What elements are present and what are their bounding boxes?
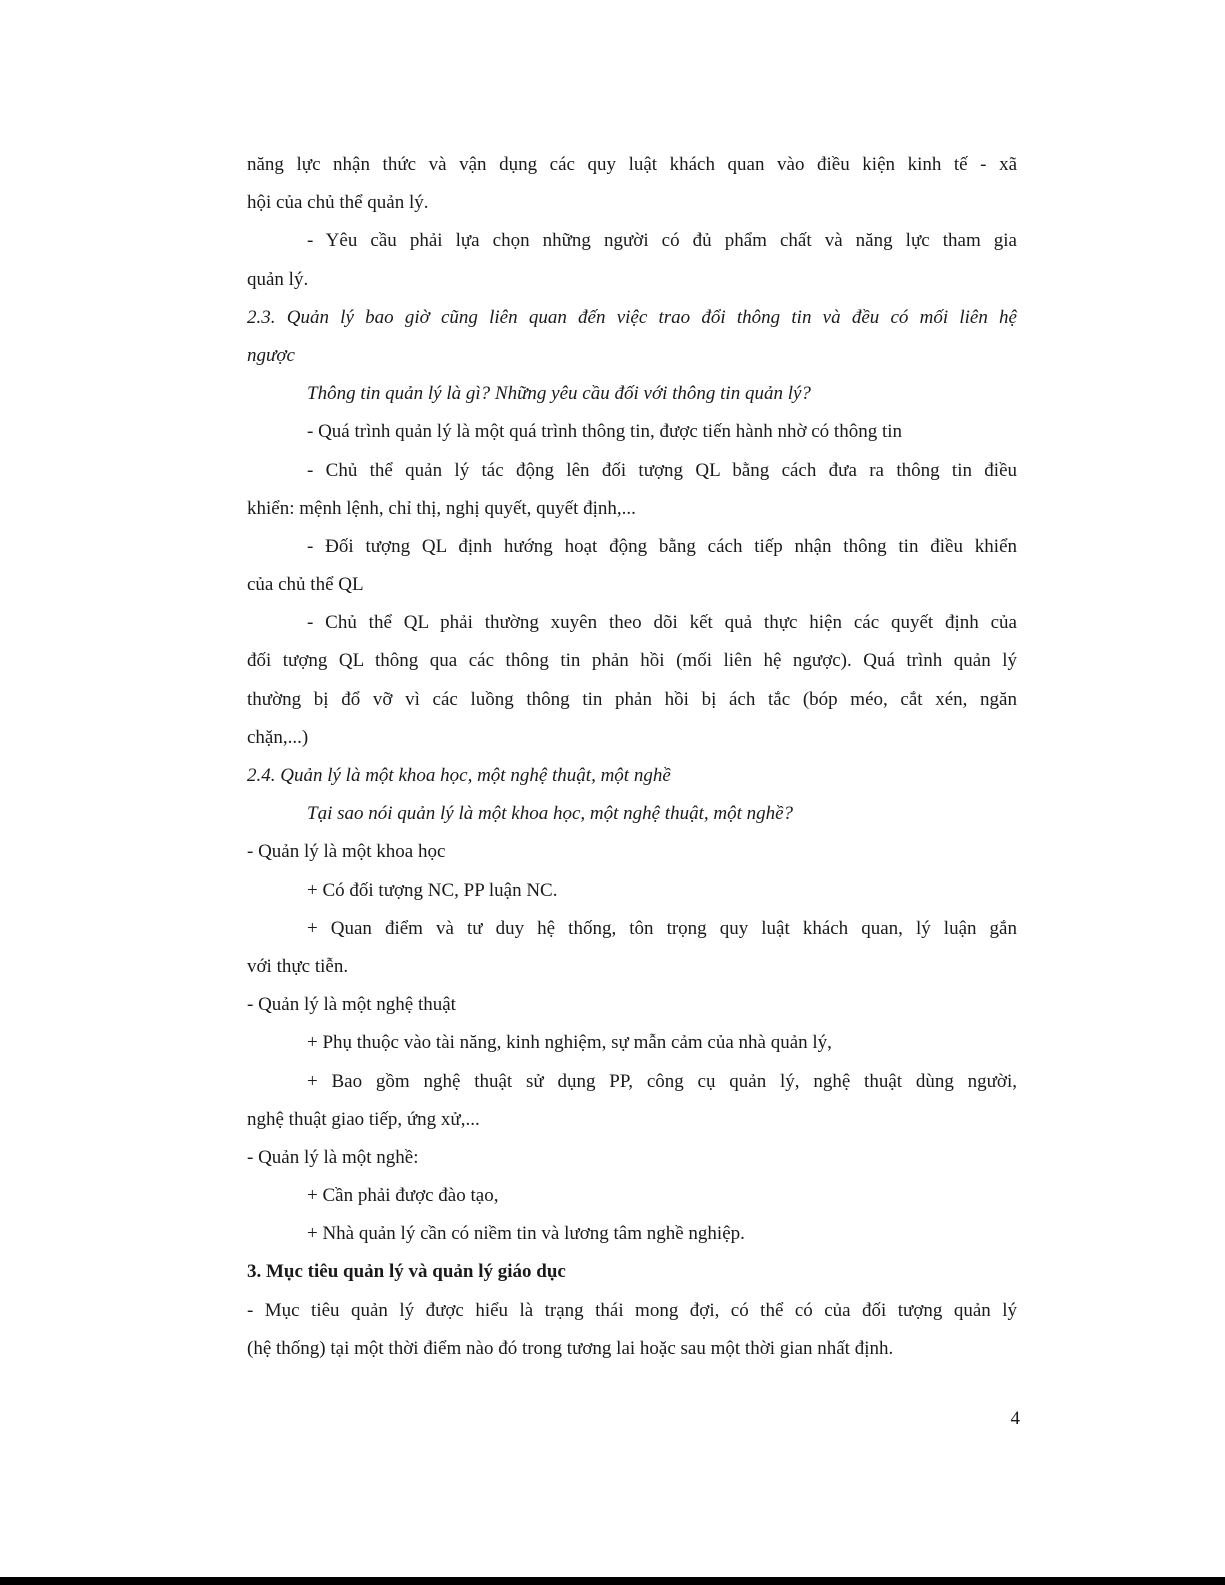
section-heading-3: 3. Mục tiêu quản lý và quản lý giáo dục (247, 1261, 566, 1283)
body-line: với thực tiễn. (247, 955, 349, 977)
question-line: Tại sao nói quản lý là một khoa học, một nghệ thuật, một nghề? (307, 803, 794, 825)
bullet-line: - Quản lý là một nghề: (247, 1146, 419, 1168)
body-line: - Mục tiêu quản lý được hiểu là trạng thái mong đợi, có thể có của đối tượng quản lý (247, 1299, 1017, 1321)
sub-bullet-line: + Cần phải được đào tạo, (307, 1185, 499, 1207)
body-line: của chủ thể QL (247, 574, 364, 596)
bullet-line: - Quản lý là một nghệ thuật (247, 994, 456, 1016)
bullet-line: - Chủ thể quản lý tác động lên đối tượng QL bằng cách đưa ra thông tin điều (307, 459, 1017, 481)
body-line: khiển: mệnh lệnh, chỉ thị, nghị quyết, quyết định,... (247, 497, 636, 519)
bullet-line: - Đối tượng QL định hướng hoạt động bằng cách tiếp nhận thông tin điều khiển (307, 535, 1017, 557)
sub-bullet-line: + Bao gồm nghệ thuật sử dụng PP, công cụ quản lý, nghệ thuật dùng người, (307, 1070, 1017, 1092)
section-heading-2-3: 2.3. Quản lý bao giờ cũng liên quan đến việc trao đổi thông tin và đều có mối liên hệ (247, 306, 1017, 328)
section-heading-2-4: 2.4. Quản lý là một khoa học, một nghệ thuật, một nghề (247, 765, 671, 786)
question-line: Thông tin quản lý là gì? Những yêu cầu đối với thông tin quản lý? (307, 383, 811, 405)
sub-bullet-line: + Phụ thuộc vào tài năng, kinh nghiệm, sự mẫn cảm của nhà quản lý, (307, 1032, 832, 1054)
body-line: đối tượng QL thông qua các thông tin phản hồi (mối liên hệ ngược). Quá trình quản lý (247, 650, 1017, 672)
bullet-line: - Chủ thể QL phải thường xuyên theo dõi kết quả thực hiện các quyết định của (307, 612, 1017, 634)
body-line: (hệ thống) tại một thời điểm nào đó trong tương lai hoặc sau một thời gian nhất định. (247, 1337, 894, 1359)
body-line: hội của chủ thể quản lý. (247, 192, 429, 214)
document-page (247, 146, 1017, 1368)
page-number: 4 (1010, 1408, 1020, 1429)
bottom-border (0, 1577, 1225, 1585)
body-line: năng lực nhận thức và vận dụng các quy luật khách quan vào điều kiện kinh tế - xã (247, 154, 1017, 175)
bullet-line: - Yêu cầu phải lựa chọn những người có đủ phẩm chất và năng lực tham gia (307, 230, 1017, 252)
bullet-line: - Quá trình quản lý là một quá trình thông tin, được tiến hành nhờ có thông tin (307, 421, 903, 443)
sub-bullet-line: + Quan điểm và tư duy hệ thống, tôn trọng quy luật khách quan, lý luận gắn (307, 917, 1017, 939)
body-line: chặn,...) (247, 726, 309, 748)
body-line: thường bị đổ vỡ vì các luồng thông tin phản hồi bị ách tắc (bóp méo, cắt xén, ngăn (247, 688, 1017, 710)
body-line: nghệ thuật giao tiếp, ứng xử,... (247, 1108, 480, 1130)
bullet-line: - Quản lý là một khoa học (247, 841, 446, 863)
sub-bullet-line: + Có đối tượng NC, PP luận NC. (307, 879, 558, 901)
sub-bullet-line: + Nhà quản lý cần có niềm tin và lương tâm nghề nghiệp. (307, 1223, 745, 1245)
section-heading-2-3-cont: ngược (247, 344, 295, 366)
body-line: quản lý. (247, 268, 309, 290)
